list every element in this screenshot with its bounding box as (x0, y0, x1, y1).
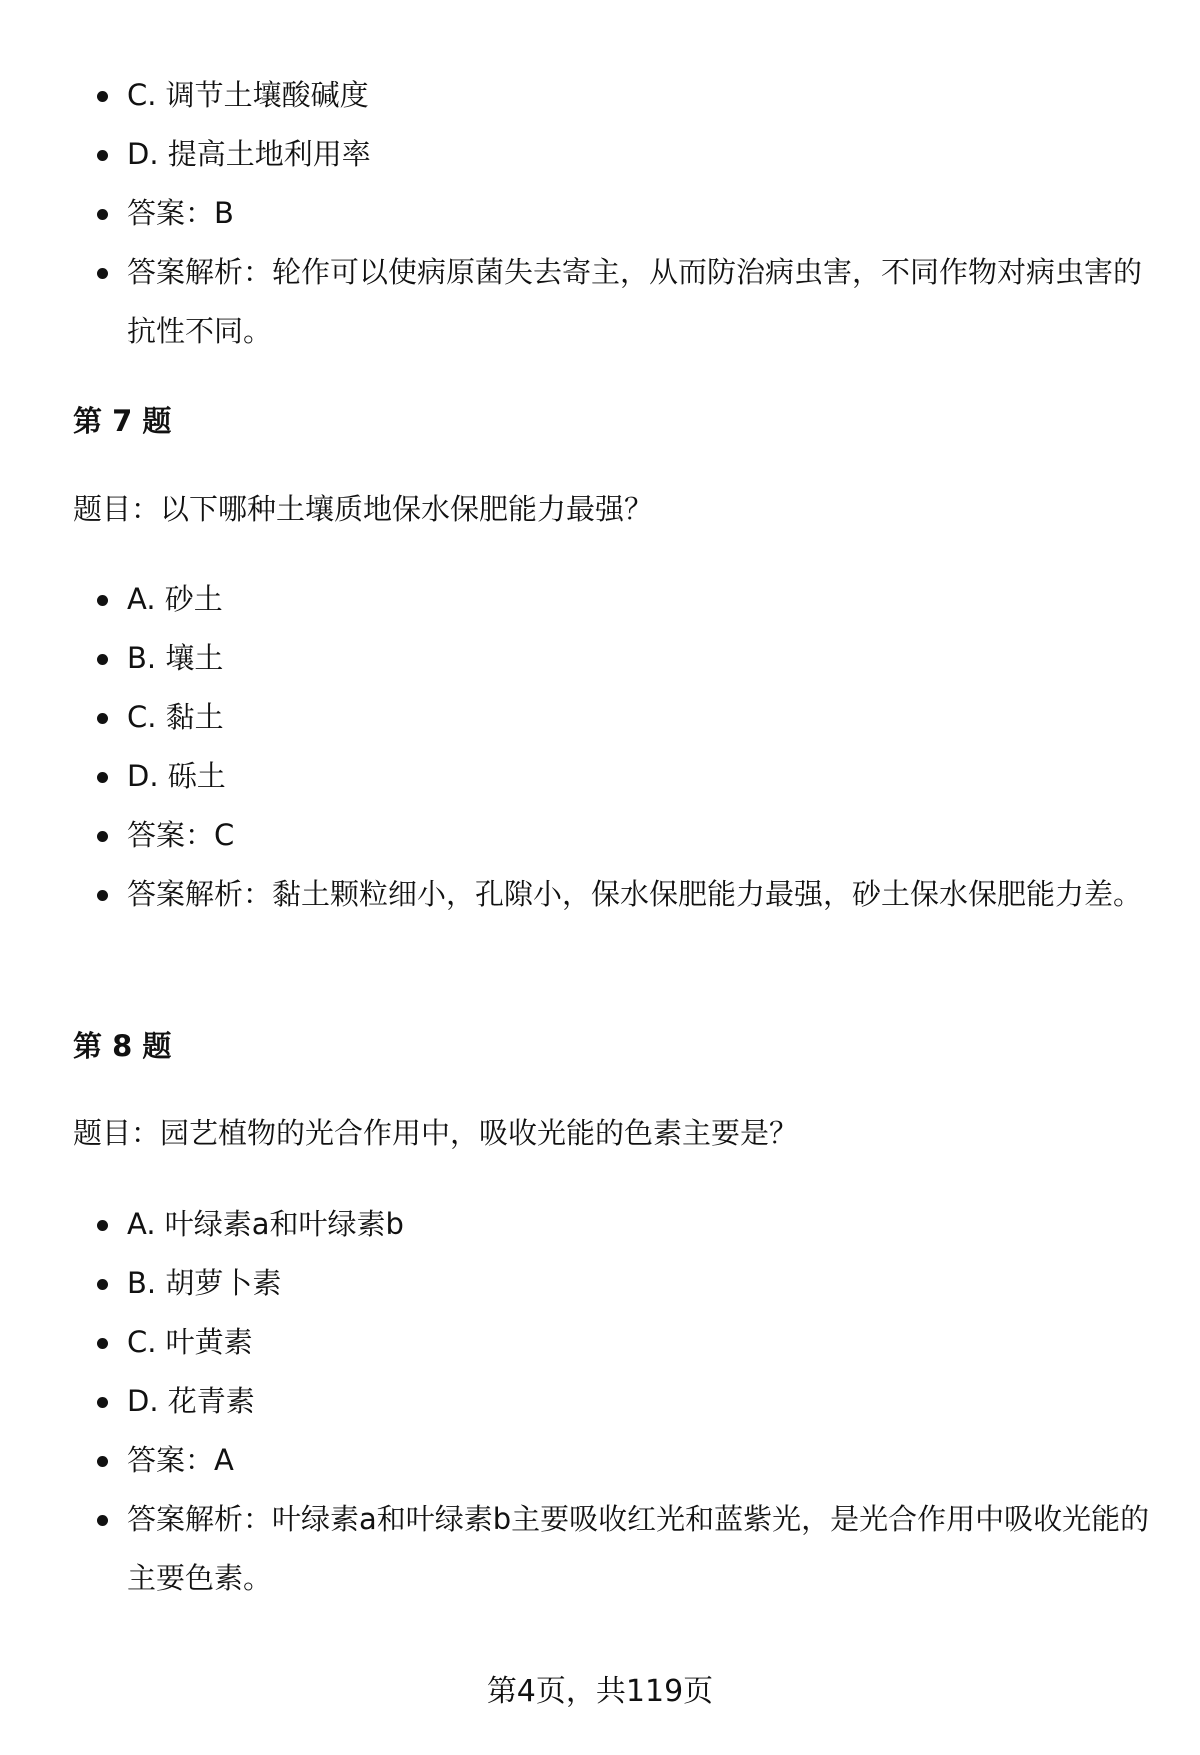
prev-question-list (0, 66, 1200, 361)
option-d: D. 花青素 (0, 1372, 1200, 1431)
answer-explanation: 答案解析：黏土颗粒细小，孔隙小，保水保肥能力最强，砂土保水保肥能力差。 (0, 865, 1200, 924)
page-number-footer: 第4页，共119页 (486, 1674, 714, 1709)
option-c: C. 叶黄素 (0, 1313, 1200, 1372)
option-a: A. 叶绿素a和叶绿素b (0, 1195, 1200, 1254)
question-7-list (0, 570, 1200, 924)
question-8-heading: 第 8 题 (73, 1029, 172, 1063)
answer: 答案：A (0, 1431, 1200, 1490)
answer-explanation: 答案解析：轮作可以使病原菌失去寄主，从而防治病虫害，不同作物对病虫害的抗性不同。 (0, 243, 1200, 361)
option-d: D. 提高土地利用率 (0, 125, 1200, 184)
question-7-heading: 第 7 题 (73, 404, 172, 438)
option-b: B. 壤土 (0, 629, 1200, 688)
answer-explanation: 答案解析：叶绿素a和叶绿素b主要吸收红光和蓝紫光，是光合作用中吸收光能的主要色素。 (0, 1490, 1200, 1608)
answer: 答案：C (0, 806, 1200, 865)
option-b: B. 胡萝卜素 (0, 1254, 1200, 1313)
option-c: C. 调节土壤酸碱度 (0, 66, 1200, 125)
question-8-list (0, 1195, 1200, 1608)
option-a: A. 砂土 (0, 570, 1200, 629)
option-d: D. 砾土 (0, 747, 1200, 806)
question-8-options (0, 1195, 1200, 1608)
question-7-options (0, 570, 1200, 924)
option-c: C. 黏土 (0, 688, 1200, 747)
prev-question-section (0, 66, 1200, 361)
question-8-text: 题目：园艺植物的光合作用中，吸收光能的色素主要是？ (73, 1116, 799, 1150)
answer: 答案：B (0, 184, 1200, 243)
question-7-text: 题目：以下哪种土壤质地保水保肥能力最强？ (73, 492, 654, 526)
